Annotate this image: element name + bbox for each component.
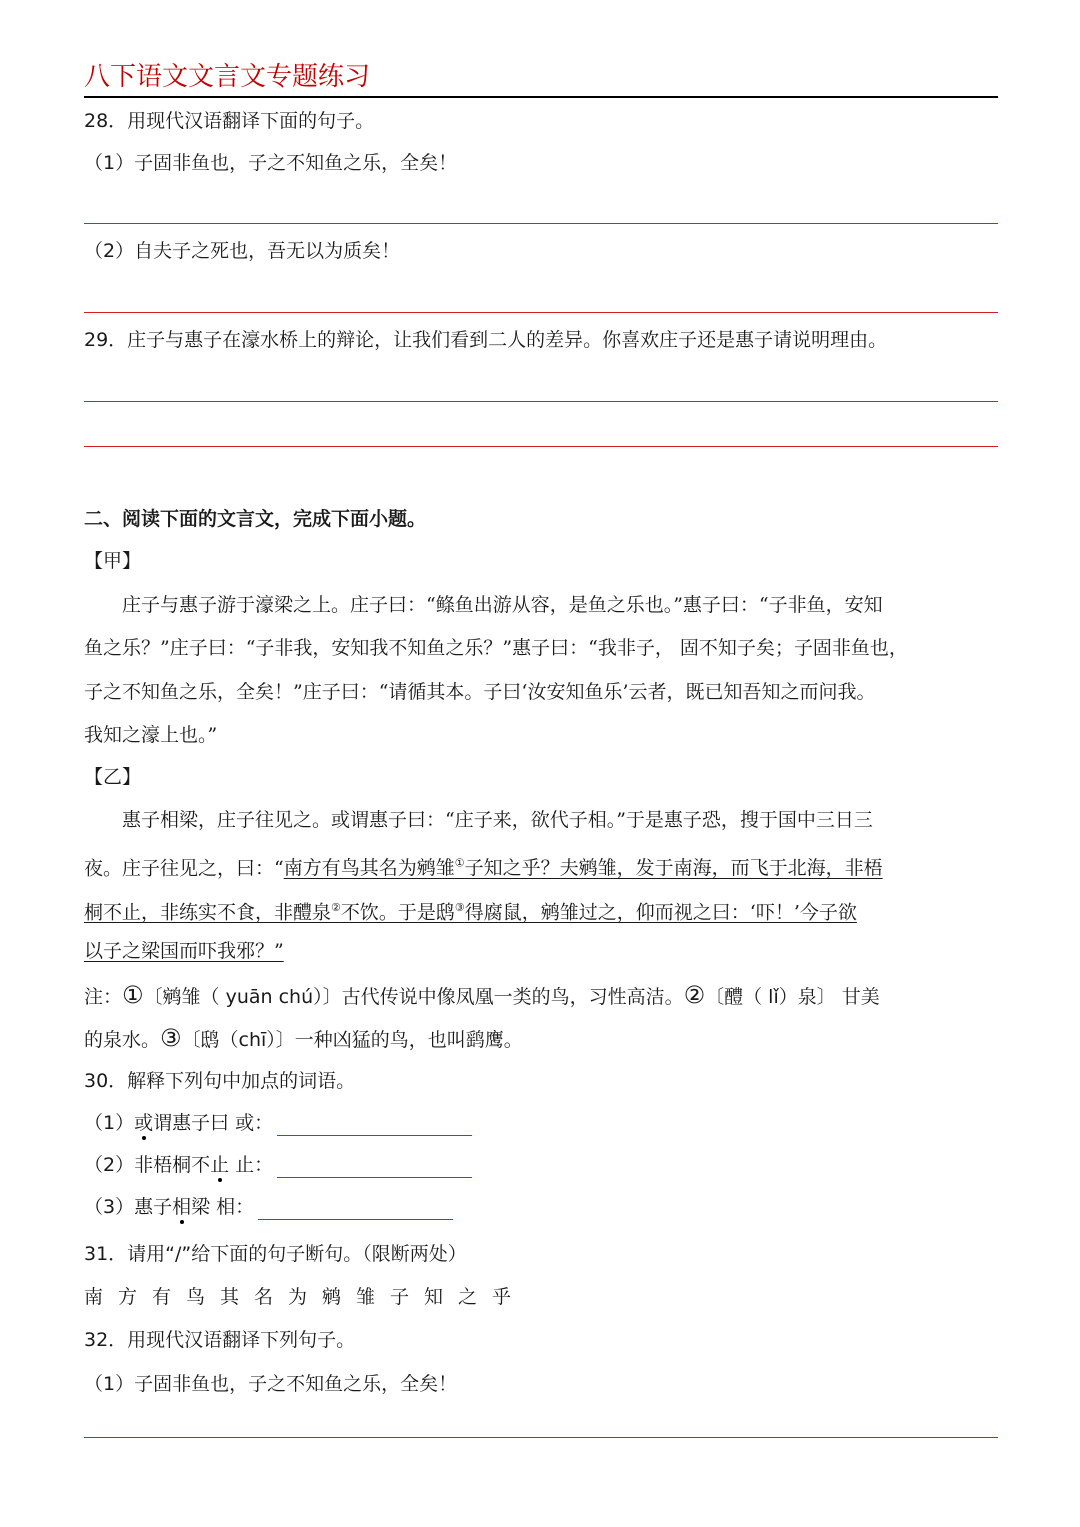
passage-jia-label: 【甲】 — [84, 550, 142, 572]
dotted-word: 相 — [172, 1196, 192, 1218]
notes-line — [84, 982, 880, 1010]
note-text: 〔鸱（chī）〕一种凶猛的鸟，也叫鹞鹰。 — [181, 1029, 523, 1051]
sentence-char: 鹓 — [322, 1286, 342, 1308]
q32-stem: 32．用现代汉语翻译下列句子。 — [84, 1329, 356, 1351]
dotted-word: 或 — [134, 1112, 154, 1134]
note-text: 〔醴（ lǐ）泉〕 甘美 — [705, 986, 880, 1008]
sentence-char: 乎 — [492, 1286, 512, 1308]
section-heading: 二、阅读下面的文言文，完成下面小题。 — [84, 508, 427, 530]
q30-item-text: 止： — [229, 1154, 274, 1176]
sentence-char: 南 — [84, 1286, 104, 1308]
answer-line[interactable] — [84, 401, 998, 402]
answer-blank[interactable] — [277, 1155, 472, 1178]
notes-line — [84, 1025, 523, 1053]
q31-stem: 31．请用“/”给下面的句子断句。（限断两处） — [84, 1243, 467, 1265]
passage-jia-line: 鱼之乐？”庄子曰：“子非我，安知我不知鱼之乐？”惠子曰：“我非子， 固不知子矣；子固非鱼也， — [84, 637, 908, 659]
underlined-segment: 桐不止，非练实不食，非醴泉 — [84, 901, 332, 924]
q31-sentence[interactable] — [84, 1284, 526, 1310]
note-number-1: ① — [122, 981, 144, 1009]
answer-line[interactable] — [84, 446, 998, 447]
note-text: 的泉水。 — [84, 1029, 161, 1051]
footnote-marker: ② — [331, 901, 341, 914]
q30-item-text: 梁 相： — [191, 1196, 255, 1218]
dotted-word: 止 — [210, 1154, 230, 1176]
underlined-segment: 不饮。于是鸱 — [340, 901, 455, 924]
answer-blank[interactable] — [277, 1113, 472, 1136]
q30-item-text: （3）惠子 — [84, 1196, 173, 1218]
passage-jia-line: 庄子与惠子游于濠梁之上。庄子曰：“鲦鱼出游从容，是鱼之乐也。”惠子曰：“子非鱼，安知 — [122, 594, 883, 616]
sentence-char: 名 — [254, 1286, 274, 1308]
q32-item1: （1）子固非鱼也，子之不知鱼之乐，全矣！ — [84, 1373, 458, 1395]
underlined-text — [284, 857, 883, 879]
q30-item-3 — [84, 1194, 453, 1220]
passage-yi-line: 惠子相梁，庄子往见之。或谓惠子曰：“庄子来，欲代子相。”于是惠子恐，搜于国中三日三 — [122, 809, 873, 831]
passage-yi-line: 以子之梁国而吓我邪？” — [84, 940, 284, 962]
q30-item-text: （2）非梧桐不 — [84, 1154, 211, 1176]
answer-line[interactable] — [84, 223, 998, 224]
q28-item1: （1）子固非鱼也，子之不知鱼之乐，全矣！ — [84, 152, 458, 174]
page-title: 八下语文文言文专题练习 — [84, 62, 371, 92]
footnote-marker: ① — [454, 857, 465, 870]
sentence-char: 知 — [424, 1286, 444, 1308]
underlined-segment: 得腐鼠，鹓雏过之，仰而视之曰：‘吓！’今子欲 — [464, 901, 857, 924]
q28-item2: （2）自夫子之死也，吾无以为质矣！ — [84, 240, 401, 262]
footnote-marker: ③ — [454, 901, 465, 914]
underlined-segment: 南方有鸟其名为鹓雏 — [283, 857, 455, 880]
underlined-segment: 子知之乎？夫鹓雏，发于南海，而飞于北海，非梧 — [464, 857, 883, 880]
q30-item-1 — [84, 1110, 472, 1136]
passage-yi-line — [84, 851, 883, 881]
sentence-char: 其 — [220, 1286, 240, 1308]
passage-jia-line: 我知之濠上也。” — [84, 724, 218, 746]
sentence-char: 雏 — [356, 1286, 376, 1308]
answer-blank[interactable] — [258, 1197, 453, 1220]
note-text: 〔鹓雏（ yuān chú）〕古代传说中像凤凰一类的鸟，习性高洁。 — [143, 986, 684, 1008]
passage-yi-label: 【乙】 — [84, 766, 142, 788]
answer-line[interactable] — [84, 1437, 998, 1438]
q30-item-2 — [84, 1152, 472, 1178]
note-number-2: ② — [683, 981, 706, 1009]
note-number-3: ③ — [160, 1024, 182, 1052]
answer-line[interactable] — [84, 312, 998, 313]
header-rule — [84, 96, 998, 98]
notes-prefix: 注： — [84, 986, 123, 1008]
passage-yi-text: 夜。庄子往见之，曰：“ — [84, 857, 284, 880]
q30-item-text: 谓惠子曰 或： — [153, 1112, 274, 1134]
sentence-char: 为 — [288, 1286, 308, 1308]
sentence-char: 方 — [118, 1286, 138, 1308]
q30-item-text: （1） — [84, 1112, 135, 1134]
q29-stem: 29．庄子与惠子在濠水桥上的辩论，让我们看到二人的差异。你喜欢庄子还是惠子请说明理由。 — [84, 329, 888, 351]
passage-jia-line: 子之不知鱼之乐，全矣！”庄子曰：“请循其本。子曰‘汝安知鱼乐’云者，既已知吾知之而问我。 — [84, 681, 876, 703]
passage-yi-line — [84, 895, 857, 925]
q28-stem: 28．用现代汉语翻译下面的句子。 — [84, 110, 375, 132]
q30-stem: 30．解释下列句中加点的词语。 — [84, 1070, 356, 1092]
sentence-char: 有 — [152, 1286, 172, 1308]
sentence-char: 子 — [390, 1286, 410, 1308]
sentence-char: 之 — [458, 1286, 478, 1308]
sentence-char: 鸟 — [186, 1286, 206, 1308]
